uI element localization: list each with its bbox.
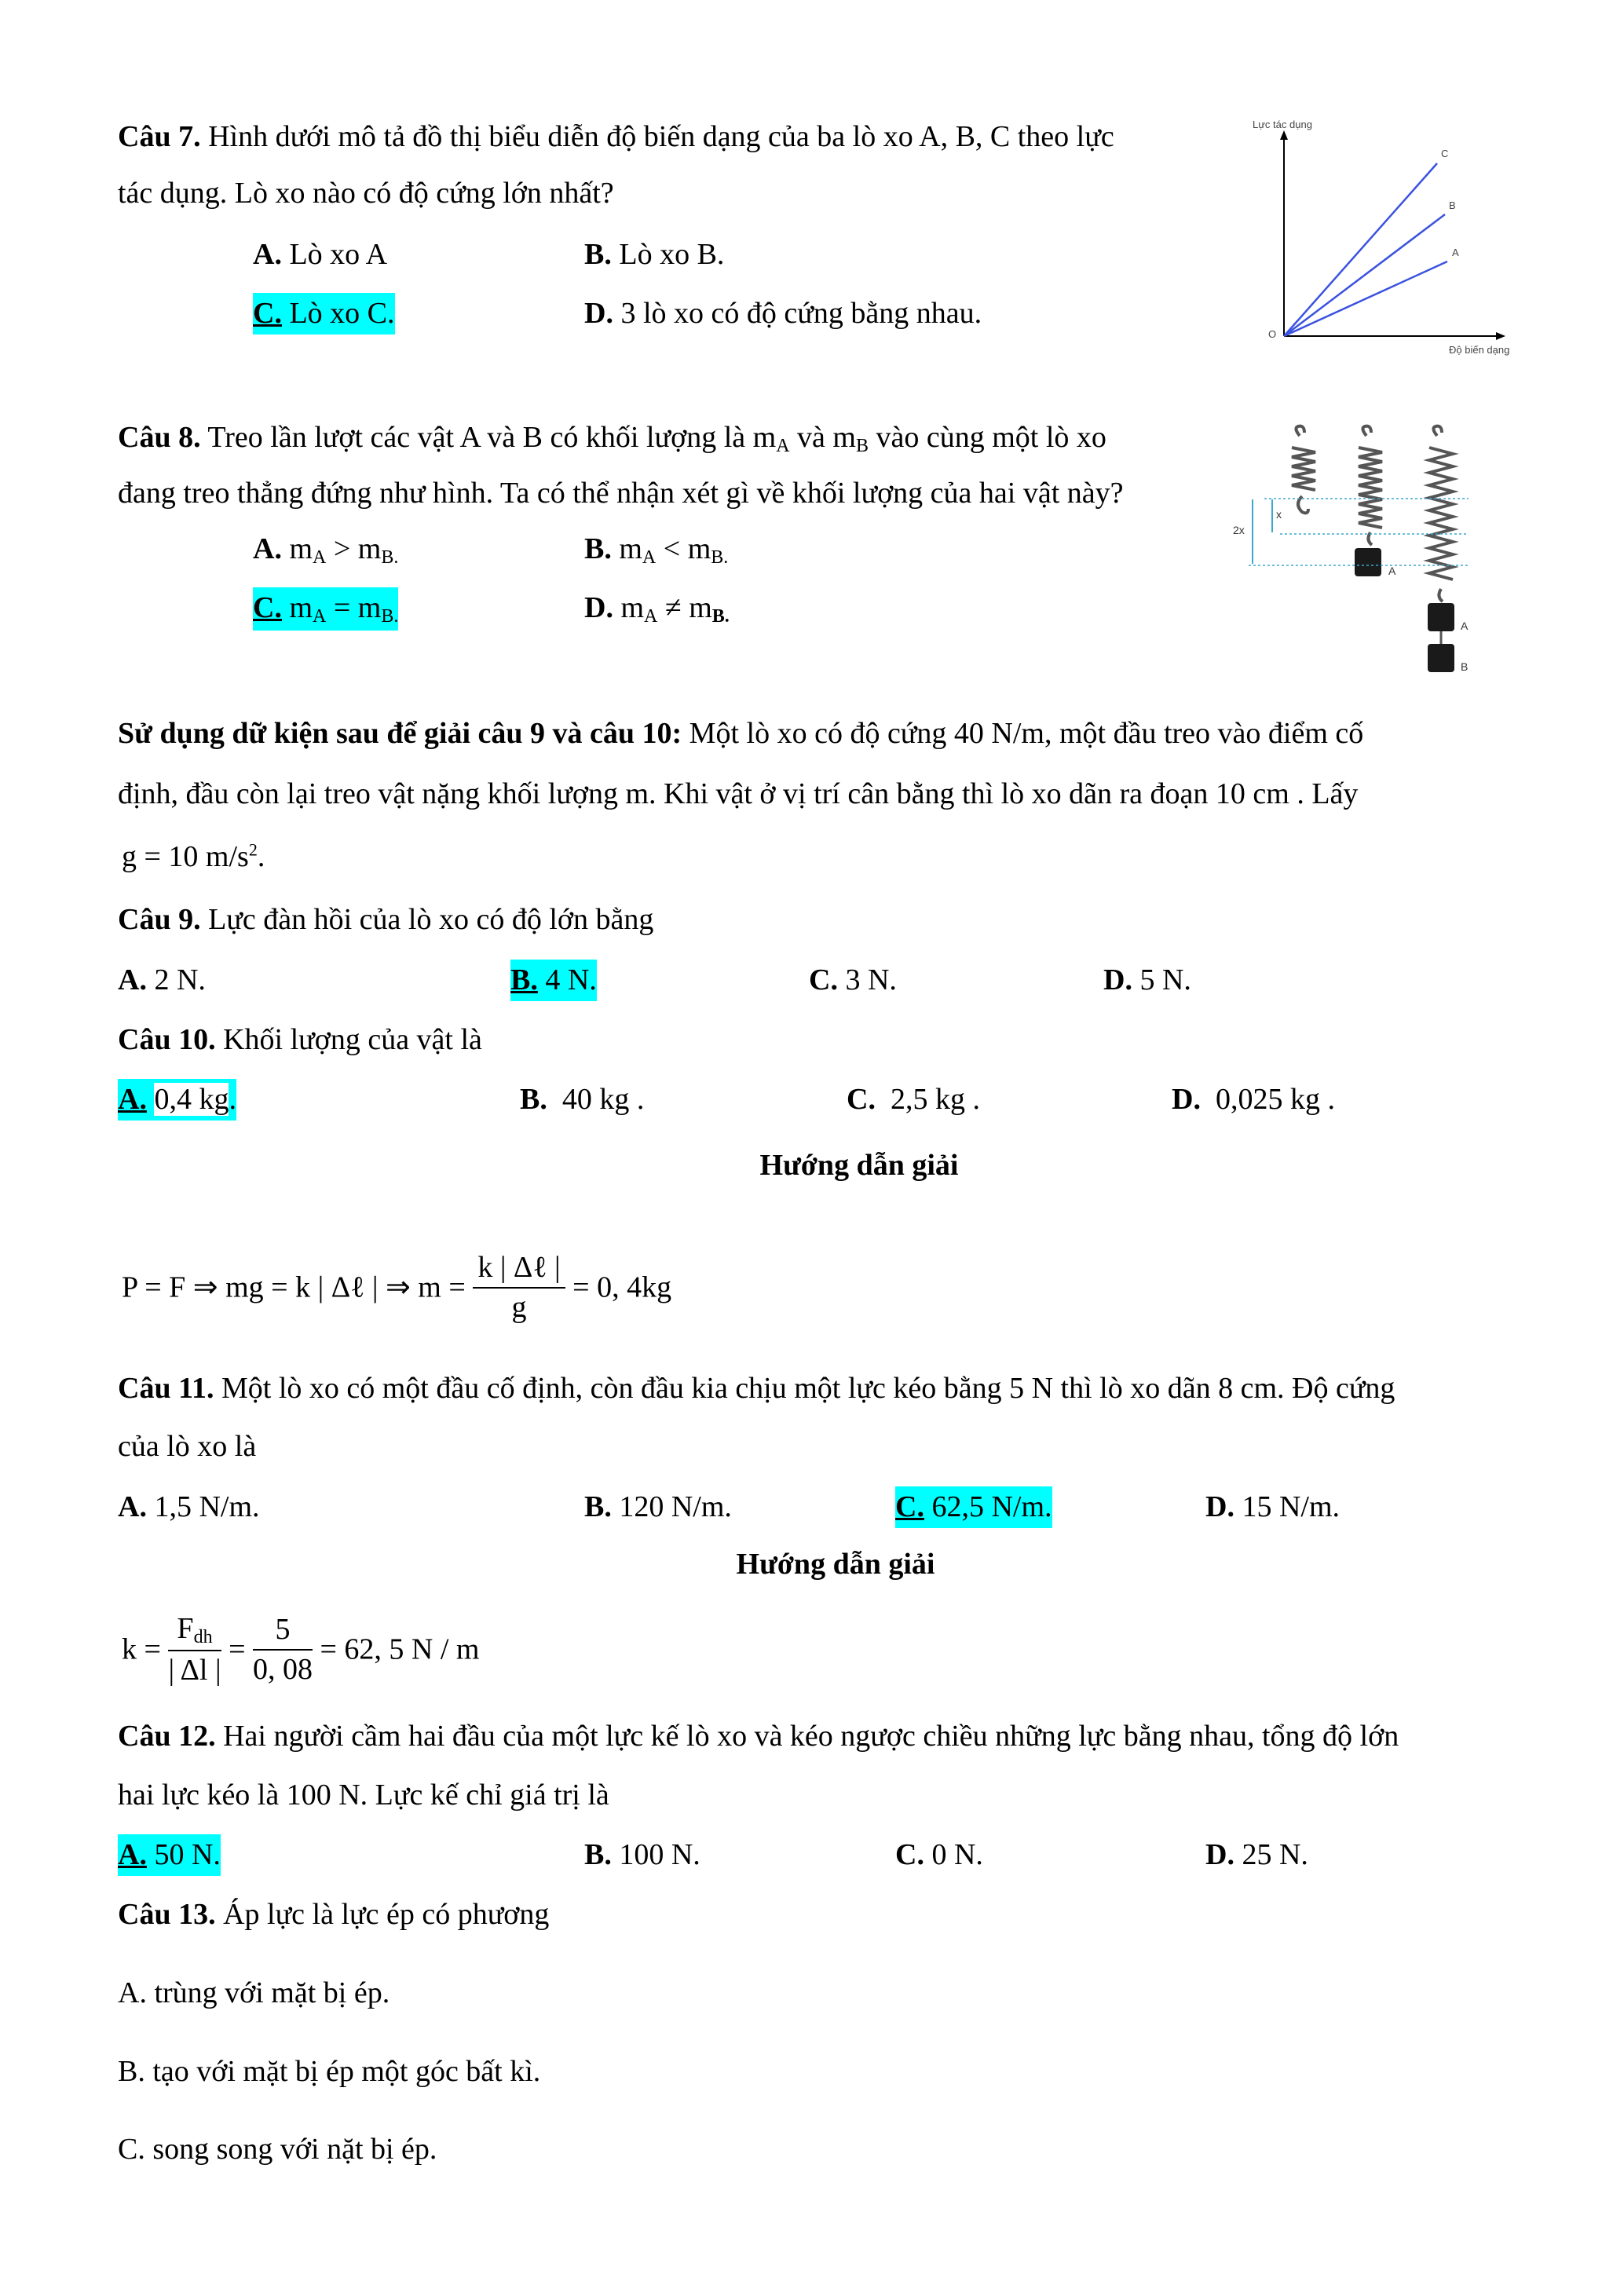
subscript: B. xyxy=(711,547,729,568)
punct: . xyxy=(1327,1083,1335,1116)
option-text: Lò xo C. xyxy=(289,297,395,330)
option-text: 2,5 kg xyxy=(890,1083,965,1116)
option-text: 40 kg xyxy=(561,1083,630,1116)
operator: > xyxy=(333,532,351,565)
fraction-numerator xyxy=(168,1610,221,1651)
q9-text: Lực đàn hồi của lò xo có độ lớn bằng xyxy=(208,903,654,936)
q7-line2: tác dụng. Lò xo nào có độ cứng lớn nhất? xyxy=(118,177,614,210)
option-letter: A. xyxy=(118,963,147,996)
subscript: A xyxy=(642,547,657,568)
shared-text: , một đầu treo vào điểm cố xyxy=(1044,717,1364,750)
q8-springs-figure xyxy=(1233,424,1516,691)
option-letter: D. xyxy=(584,591,613,624)
option-letter: D. xyxy=(584,297,613,330)
option-text: Lò xo A xyxy=(289,238,388,271)
option-letter: D. xyxy=(1205,1838,1234,1871)
equals: = xyxy=(229,1632,246,1666)
q9-option-b[interactable] xyxy=(510,960,597,1001)
mass-symbol: m xyxy=(689,591,712,624)
mass-symbol: m xyxy=(289,532,313,565)
exponent: 2 xyxy=(248,839,258,860)
option-text: 3 N. xyxy=(845,963,897,996)
mass-symbol: m xyxy=(832,421,856,454)
q11-option-a[interactable] xyxy=(118,1486,260,1528)
formula-fraction xyxy=(473,1249,565,1328)
subscript: A xyxy=(644,606,658,627)
option-text: 100 N. xyxy=(619,1838,700,1871)
q7-option-d[interactable] xyxy=(584,293,982,335)
option-letter: C. xyxy=(847,1083,876,1116)
option-text: 62,5 N/m. xyxy=(931,1490,1052,1523)
option-text: 2 N. xyxy=(154,963,206,996)
q8-line2: đang treo thẳng đứng như hình. Ta có thể nhận xét gì về khối lượng của hai vật này? xyxy=(118,477,1124,510)
q10-solution-formula xyxy=(122,1249,671,1328)
option-text: 4 N. xyxy=(545,963,597,996)
q10-option-a[interactable] xyxy=(118,1079,236,1121)
mass-symbol: m xyxy=(752,421,777,454)
label-b: B xyxy=(1449,199,1456,211)
spring-with-ab xyxy=(1429,426,1453,601)
subscript: B xyxy=(855,436,869,456)
option-letter: A. xyxy=(118,1490,147,1523)
fraction-numerator: 5 xyxy=(253,1610,313,1651)
mass-b-block xyxy=(1428,644,1454,672)
q7-label: Câu 7. xyxy=(118,120,201,153)
q12-option-d[interactable] xyxy=(1205,1834,1308,1876)
q11-option-d[interactable] xyxy=(1205,1486,1340,1528)
shared-text: . Lấy xyxy=(1297,777,1359,810)
q13-option-c[interactable]: C. song song với nặt bị ép. xyxy=(118,2133,437,2166)
option-letter: B. xyxy=(584,532,612,565)
q12-line2: hai lực kéo là 100 N. Lực kế chỉ giá trị là xyxy=(118,1779,609,1812)
shared-text: Một lò xo có độ cứng xyxy=(689,717,947,750)
shared-line2 xyxy=(118,766,1358,822)
q8-option-c[interactable] xyxy=(253,587,398,631)
q11-solution-formula xyxy=(122,1610,480,1691)
q7-option-b[interactable] xyxy=(584,234,724,276)
operator: = xyxy=(333,591,351,624)
shared-lead: Sử dụng dữ kiện sau để giải câu 9 và câu 10: xyxy=(118,717,682,750)
q8-option-d[interactable] xyxy=(584,587,730,631)
formula-left: k = xyxy=(122,1632,161,1666)
punct: . xyxy=(229,1083,236,1116)
option-letter: B. xyxy=(584,238,612,271)
option-text: 0,025 kg xyxy=(1215,1083,1320,1116)
mass-a-label-2: A xyxy=(1461,620,1469,632)
option-text: 50 N. xyxy=(154,1838,221,1871)
mass-symbol: m xyxy=(687,532,711,565)
q7-option-a[interactable] xyxy=(253,234,387,276)
chart-ylabel: Lực tác dụng xyxy=(1253,119,1312,130)
subscript: A xyxy=(313,606,327,627)
option-letter: C. xyxy=(895,1838,924,1871)
option-text: 15 N/m. xyxy=(1242,1490,1341,1523)
q8-line1 xyxy=(118,409,1106,466)
q12-option-a[interactable] xyxy=(118,1834,221,1876)
mass-symbol: m xyxy=(620,591,645,624)
q7-text-1: Hình dưới mô tả đồ thị biểu diễn độ biến dạng của ba lò xo A, B, C theo lực xyxy=(208,120,1114,153)
q12-option-b[interactable] xyxy=(584,1834,700,1876)
option-text: 3 lò xo có độ cứng bằng nhau. xyxy=(620,297,982,330)
option-text: 120 N/m. xyxy=(619,1490,732,1523)
subscript: A xyxy=(776,436,790,456)
q11-option-b[interactable] xyxy=(584,1486,732,1528)
shared-line1 xyxy=(118,705,1363,762)
q8-option-a[interactable] xyxy=(253,528,398,572)
formula-right: = 0, 4kg xyxy=(572,1270,672,1304)
q8-text-end: vào cùng một lò xo xyxy=(876,421,1106,454)
option-text: 0,4 kg xyxy=(154,1083,229,1116)
option-letter: B. xyxy=(584,1490,612,1523)
q10-option-d[interactable] xyxy=(1172,1079,1335,1121)
q8-text-1: Treo lần lượt các vật A và B có khối lượng là xyxy=(207,421,746,454)
q10-text: Khối lượng của vật là xyxy=(223,1023,482,1056)
punct: . xyxy=(257,840,265,873)
option-letter: D. xyxy=(1172,1083,1201,1116)
option-letter: C. xyxy=(895,1490,924,1523)
dl-value: 10 cm xyxy=(1215,777,1289,810)
q9-option-d[interactable] xyxy=(1103,960,1191,1001)
q9-question xyxy=(118,891,653,948)
q10-option-b[interactable] xyxy=(520,1079,644,1121)
option-text: 1,5 N/m. xyxy=(154,1490,260,1523)
option-letter: C. xyxy=(253,297,282,330)
fraction-numerator: k | Δℓ | xyxy=(473,1249,565,1289)
q11-option-c[interactable] xyxy=(895,1486,1052,1528)
q13-text: Áp lực là lực ép có phương xyxy=(223,1898,550,1931)
q11-label: Câu 11. xyxy=(118,1372,214,1405)
q8-label: Câu 8. xyxy=(118,421,201,454)
option-letter: A. xyxy=(253,238,282,271)
option-letter: C. xyxy=(253,591,282,624)
operator: < xyxy=(663,532,681,565)
q10-question xyxy=(118,1011,482,1068)
punct: . xyxy=(636,1083,645,1116)
line-c xyxy=(1284,163,1437,336)
option-letter: B. xyxy=(520,1083,547,1116)
option-letter: C. xyxy=(809,963,838,996)
q12-label: Câu 12. xyxy=(118,1720,216,1753)
option-letter: A. xyxy=(118,1083,147,1116)
option-text: Lò xo B. xyxy=(619,238,725,271)
option-text: 0 N. xyxy=(931,1838,983,1871)
formula-right: = 62, 5 N / m xyxy=(320,1632,480,1666)
q12-option-c[interactable] xyxy=(895,1834,983,1876)
q9-option-a[interactable] xyxy=(118,960,206,1001)
subscript: B. xyxy=(711,606,730,627)
q7-option-c[interactable] xyxy=(253,293,395,335)
fraction-denominator: g xyxy=(511,1291,527,1325)
q12-line1 xyxy=(118,1708,1399,1764)
q11-text: Một lò xo có một đầu cố định, còn đầu kia chịu một lực kéo bằng 5 N thì lò xo dãn 8 cm. Độ cứng xyxy=(221,1372,1395,1405)
q13-option-a[interactable]: A. trùng với mặt bị ép. xyxy=(118,1976,390,2009)
formula-fraction-1 xyxy=(168,1610,221,1691)
shared-text: định, đầu còn lại treo vật nặng khối lượng m. Khi vật ở vị trí cân bằng thì lò xo dãn ra đoạn xyxy=(118,777,1209,810)
formula-fraction-2 xyxy=(253,1610,313,1690)
operator: ≠ xyxy=(664,591,682,624)
q13-option-b[interactable]: B. tạo với mặt bị ép một góc bất kì. xyxy=(118,2055,541,2088)
mass-a-label-1: A xyxy=(1388,565,1396,577)
option-text: 25 N. xyxy=(1242,1838,1308,1871)
force-symbol: F xyxy=(177,1612,194,1645)
subscript: B. xyxy=(381,606,399,627)
mass-symbol: m xyxy=(289,591,313,624)
option-letter: B. xyxy=(510,963,538,996)
q9-label: Câu 9. xyxy=(118,903,201,936)
line-b xyxy=(1284,214,1445,336)
spring-unloaded xyxy=(1292,426,1315,514)
q11-solution-title: Hướng dẫn giải xyxy=(736,1548,935,1581)
q11-line2: của lò xo là xyxy=(118,1430,257,1463)
subscript: B. xyxy=(381,547,399,568)
q11-line1 xyxy=(118,1360,1395,1417)
x2-label: 2x xyxy=(1233,524,1245,536)
chart-origin: O xyxy=(1268,328,1277,340)
option-letter: A. xyxy=(118,1838,147,1871)
spring-with-a xyxy=(1359,426,1382,545)
q8-option-b[interactable] xyxy=(584,528,728,572)
label-c: C xyxy=(1441,148,1449,159)
g-value: g = 10 m/s xyxy=(122,840,249,873)
q13-question xyxy=(118,1886,549,1943)
q10-option-c[interactable] xyxy=(847,1079,980,1121)
q13-label: Câu 13. xyxy=(118,1898,216,1931)
option-letter: D. xyxy=(1205,1490,1234,1523)
option-letter: A. xyxy=(253,532,282,565)
fraction-denominator: | Δl | xyxy=(168,1654,221,1687)
mass-a-block-1 xyxy=(1355,548,1381,576)
k-value: 40 N/m xyxy=(953,717,1044,750)
line-a xyxy=(1284,261,1447,336)
formula-left: P = F ⇒ mg = k | Δℓ | ⇒ m = xyxy=(122,1270,466,1304)
q10-label: Câu 10. xyxy=(118,1023,216,1056)
q10-solution-title: Hướng dẫn giải xyxy=(759,1149,959,1182)
q12-text: Hai người cầm hai đầu của một lực kế lò xo và kéo ngược chiều những lực bằng nhau, tổng độ lớn xyxy=(223,1720,1399,1753)
label-a: A xyxy=(1452,247,1459,258)
subscript: A xyxy=(313,547,327,568)
subscript: dh xyxy=(193,1627,213,1647)
fraction-denominator: 0, 08 xyxy=(253,1653,313,1687)
q7-spring-chart xyxy=(1237,116,1520,360)
mass-b-label: B xyxy=(1461,660,1469,673)
option-text: 5 N. xyxy=(1139,963,1191,996)
mass-symbol: m xyxy=(357,591,382,624)
x-label: x xyxy=(1276,508,1282,521)
conjunction: và xyxy=(797,421,825,454)
mass-a-block-2 xyxy=(1428,603,1454,631)
q7-line1 xyxy=(118,108,1114,165)
punct: . xyxy=(972,1083,980,1116)
q9-option-c[interactable] xyxy=(809,960,897,1001)
mass-symbol: m xyxy=(619,532,642,565)
shared-line3 xyxy=(122,828,265,885)
option-letter: D. xyxy=(1103,963,1132,996)
option-letter: B. xyxy=(584,1838,612,1871)
chart-xlabel: Độ biến dạng xyxy=(1449,344,1510,356)
mass-symbol: m xyxy=(357,532,382,565)
